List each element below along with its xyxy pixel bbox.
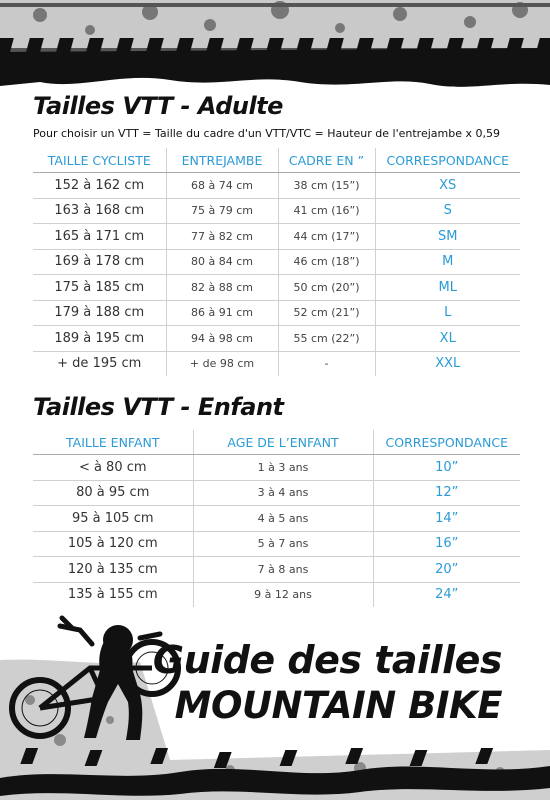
column-header: AGE DE L’ENFANT [193,430,373,455]
cyclist-height-cell: 165 à 171 cm [33,224,166,250]
poster-title-line2: MOUNTAIN BIKE [174,684,502,727]
size-correspondence-cell: SM [375,224,520,250]
wheel-size-cell: 12” [373,480,520,506]
table-row [33,198,520,224]
table-row [33,455,520,481]
size-correspondence-cell: S [375,198,520,224]
cyclist-height-cell: 175 à 185 cm [33,275,166,301]
table-row [33,173,520,199]
wheel-size-cell: 14” [373,506,520,532]
table-row [33,557,520,583]
child-height-cell: 135 à 155 cm [33,582,193,607]
child-section-title: Tailles VTT - Enfant [33,393,284,421]
table-row [33,506,520,532]
child-height-cell: 95 à 105 cm [33,506,193,532]
table-header-row [33,148,520,173]
child-age-cell: 1 à 3 ans [193,455,373,481]
column-header: CORRESPONDANCE [373,430,520,455]
wheel-size-cell: 20” [373,557,520,583]
table-row [33,326,520,352]
child-age-cell: 3 à 4 ans [193,480,373,506]
table-row [33,480,520,506]
table-row [33,275,520,301]
poster-title-line1: Guide des tailles [152,638,502,682]
inseam-cell: + de 98 cm [166,351,278,376]
size-correspondence-cell: M [375,249,520,275]
frame-size-cell: 38 cm (15”) [278,173,375,199]
adult-section-title: Tailles VTT - Adulte [33,92,283,120]
wheel-size-cell: 24” [373,582,520,607]
column-header: TAILLE CYCLISTE [33,148,166,173]
frame-size-cell: 55 cm (22”) [278,326,375,352]
child-size-table [33,430,520,607]
child-height-cell: < à 80 cm [78,459,147,475]
inseam-cell: 94 à 98 cm [166,326,278,352]
wheel-size-cell: 16” [373,531,520,557]
inseam-cell: 68 à 74 cm [166,173,278,199]
inseam-cell: 77 à 82 cm [166,224,278,250]
column-header: TAILLE ENFANT [33,430,193,455]
child-height-cell: 120 à 135 cm [33,557,193,583]
frame-size-cell: 50 cm (20”) [278,275,375,301]
adult-size-table [33,148,520,376]
child-age-cell: 5 à 7 ans [193,531,373,557]
table-header-row [33,430,520,455]
column-header: CORRESPONDANCE [375,148,520,173]
table-row [33,351,520,376]
child-age-cell: 7 à 8 ans [193,557,373,583]
inseam-cell: 80 à 84 cm [166,249,278,275]
frame-size-cell: - [278,351,375,376]
size-correspondence-cell: XL [375,326,520,352]
child-age-cell: 9 à 12 ans [193,582,373,607]
inseam-cell: 86 à 91 cm [166,300,278,326]
wheel-size-cell: 10” [373,455,520,481]
size-correspondence-cell: XXL [375,351,520,376]
frame-size-cell: 46 cm (18”) [278,249,375,275]
child-height-cell: 105 à 120 cm [33,531,193,557]
cyclist-height-cell: 169 à 178 cm [33,249,166,275]
frame-size-cell: 44 cm (17”) [278,224,375,250]
size-correspondence-cell: ML [375,275,520,301]
table-row [33,300,520,326]
inseam-cell: 75 à 79 cm [166,198,278,224]
grunge-header-decoration [0,0,550,95]
table-row [33,531,520,557]
frame-size-cell: 52 cm (21”) [278,300,375,326]
size-correspondence-cell: L [375,300,520,326]
child-height-cell: 80 à 95 cm [33,480,193,506]
cyclist-height-cell: + de 195 cm [33,351,166,376]
cyclist-height-cell: 163 à 168 cm [33,198,166,224]
child-age-cell: 4 à 5 ans [193,506,373,532]
adult-section-subtitle: Pour choisir un VTT = Taille du cadre d'un VTT/VTC = Hauteur de l'entrejambe x 0,59 [33,127,500,140]
table-row [33,249,520,275]
inseam-cell: 82 à 88 cm [166,275,278,301]
size-correspondence-cell: XS [375,173,520,199]
cyclist-height-cell: 179 à 188 cm [33,300,166,326]
column-header: ENTREJAMBE [166,148,278,173]
cyclist-height-cell: 189 à 195 cm [33,326,166,352]
column-header: CADRE EN ” [278,148,375,173]
frame-size-cell: 41 cm (16”) [278,198,375,224]
table-row [33,224,520,250]
cyclist-height-cell: 152 à 162 cm [54,177,145,193]
